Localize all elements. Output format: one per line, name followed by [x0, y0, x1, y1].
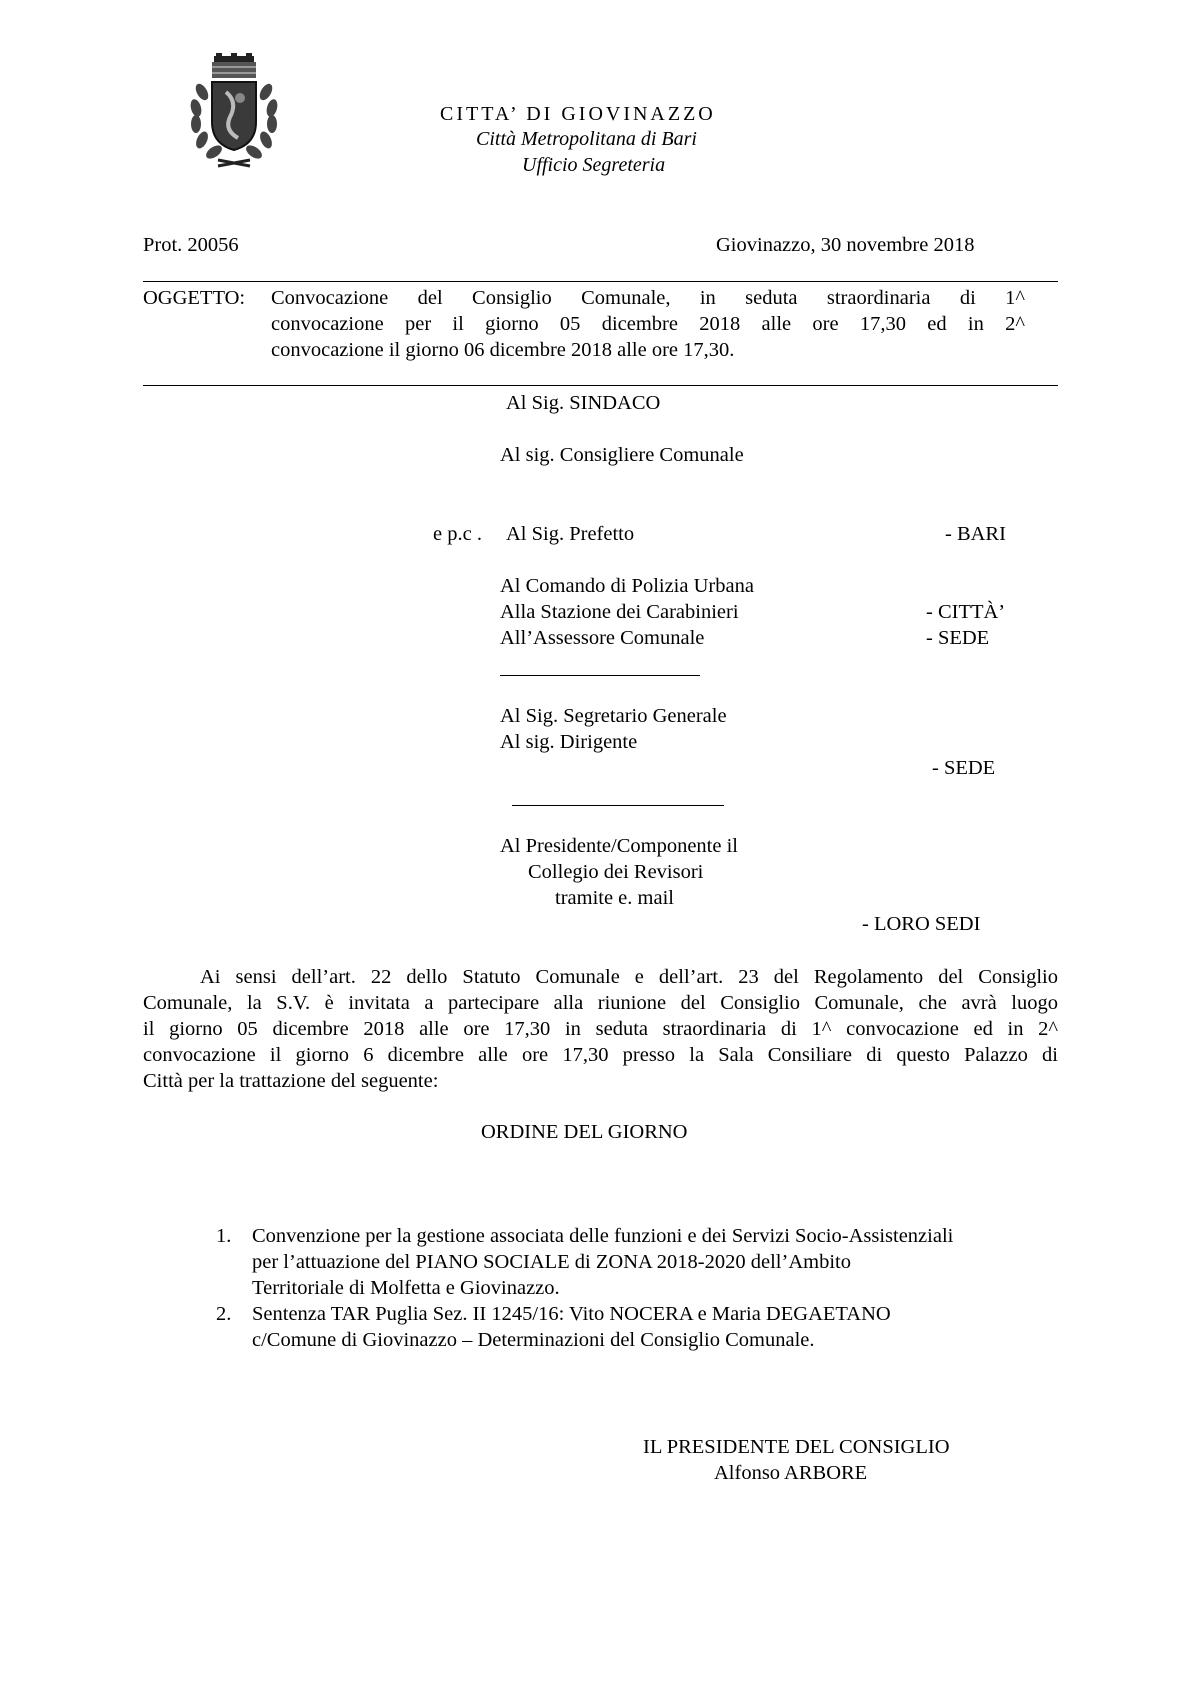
recipient-carabinieri: Alla Stazione dei Carabinieri	[500, 601, 739, 623]
recipient-dirigente: Al sig. Dirigente	[500, 731, 638, 753]
coat-of-arms	[178, 52, 290, 174]
document-date: Giovinazzo, 30 novembre 2018	[716, 234, 975, 256]
recipient-sindaco: Al Sig. SINDACO	[506, 392, 661, 414]
signature-title: IL PRESIDENTE DEL CONSIGLIO	[643, 1436, 950, 1458]
ordine-title: ORDINE DEL GIORNO	[481, 1121, 688, 1143]
agenda-line: per l’attuazione del PIANO SOCIALE di ZONA 2018-2020 dell’Ambito	[252, 1251, 851, 1273]
destination-sede: - SEDE	[926, 627, 990, 649]
oggetto-line: Convocazione del Consiglio Comunale, in seduta straordinaria di 1^	[271, 287, 1025, 309]
oggetto-text	[271, 285, 1025, 363]
oggetto-label: OGGETTO:	[143, 287, 246, 309]
signature-name: Alfonso ARBORE	[714, 1462, 868, 1484]
destination-bari: - BARI	[945, 523, 1006, 545]
body-line: il giorno 05 dicembre 2018 alle ore 17,30 in seduta straordinaria di 1^ convocazione ed in 2^	[143, 1018, 1058, 1040]
agenda-item	[252, 1223, 1052, 1301]
recipient-collegio: Collegio dei Revisori	[528, 861, 704, 883]
divider-bottom	[143, 385, 1058, 386]
header-metro: Città Metropolitana di Bari	[476, 128, 697, 150]
body-line: Città per la trattazione del seguente:	[143, 1070, 439, 1092]
oggetto-line: convocazione per il giorno 05 dicembre 2018 alle ore 17,30 ed in 2^	[271, 313, 1025, 335]
body-line: Ai sensi dell’art. 22 dello Statuto Comunale e dell’art. 23 del Regolamento del Consiglio	[200, 966, 1058, 988]
agenda-item	[252, 1301, 1052, 1353]
agenda-line: Convenzione per la gestione associata delle funzioni e dei Servizi Socio-Assistenziali	[252, 1225, 954, 1247]
recipient-assessore: All’Assessore Comunale	[500, 627, 705, 649]
recipient-segretario: Al Sig. Segretario Generale	[500, 705, 727, 727]
body-paragraph	[143, 964, 1058, 1094]
recipient-tramite: tramite e. mail	[555, 887, 674, 909]
recipient-prefetto: Al Sig. Prefetto	[506, 523, 635, 545]
separator-line	[512, 805, 724, 806]
agenda-number: 1.	[216, 1225, 232, 1247]
recipient-consigliere: Al sig. Consigliere Comunale	[500, 444, 744, 466]
destination-loro-sedi: - LORO SEDI	[862, 913, 981, 935]
destination-citta: - CITTÀ’	[926, 601, 1006, 623]
header-office: Ufficio Segreteria	[522, 154, 666, 176]
body-line: convocazione il giorno 6 dicembre alle ore 17,30 presso la Sala Consiliare di questo Palazzo di	[143, 1044, 1058, 1066]
body-line: Comunale, la S.V. è invitata a partecipare alla riunione del Consiglio Comunale, che avrà luogo	[143, 992, 1058, 1014]
header-city: CITTA’ DI GIOVINAZZO	[440, 103, 716, 125]
recipient-presidente: Al Presidente/Componente il	[500, 835, 738, 857]
oggetto-line: convocazione il giorno 06 dicembre 2018 alle ore 17,30.	[271, 339, 735, 361]
divider-top	[143, 281, 1058, 282]
agenda-line: Territoriale di Molfetta e Giovinazzo.	[252, 1277, 560, 1299]
agenda-number: 2.	[216, 1303, 232, 1325]
agenda-line: Sentenza TAR Puglia Sez. II 1245/16: Vito NOCERA e Maria DEGAETANO	[252, 1303, 891, 1325]
destination-sede: - SEDE	[932, 757, 996, 779]
protocol-number: Prot. 20056	[143, 234, 239, 256]
epc-label: e p.c .	[433, 523, 482, 545]
separator-line	[500, 675, 700, 676]
agenda-line: c/Comune di Giovinazzo – Determinazioni del Consiglio Comunale.	[252, 1329, 815, 1351]
recipient-polizia: Al Comando di Polizia Urbana	[500, 575, 754, 597]
